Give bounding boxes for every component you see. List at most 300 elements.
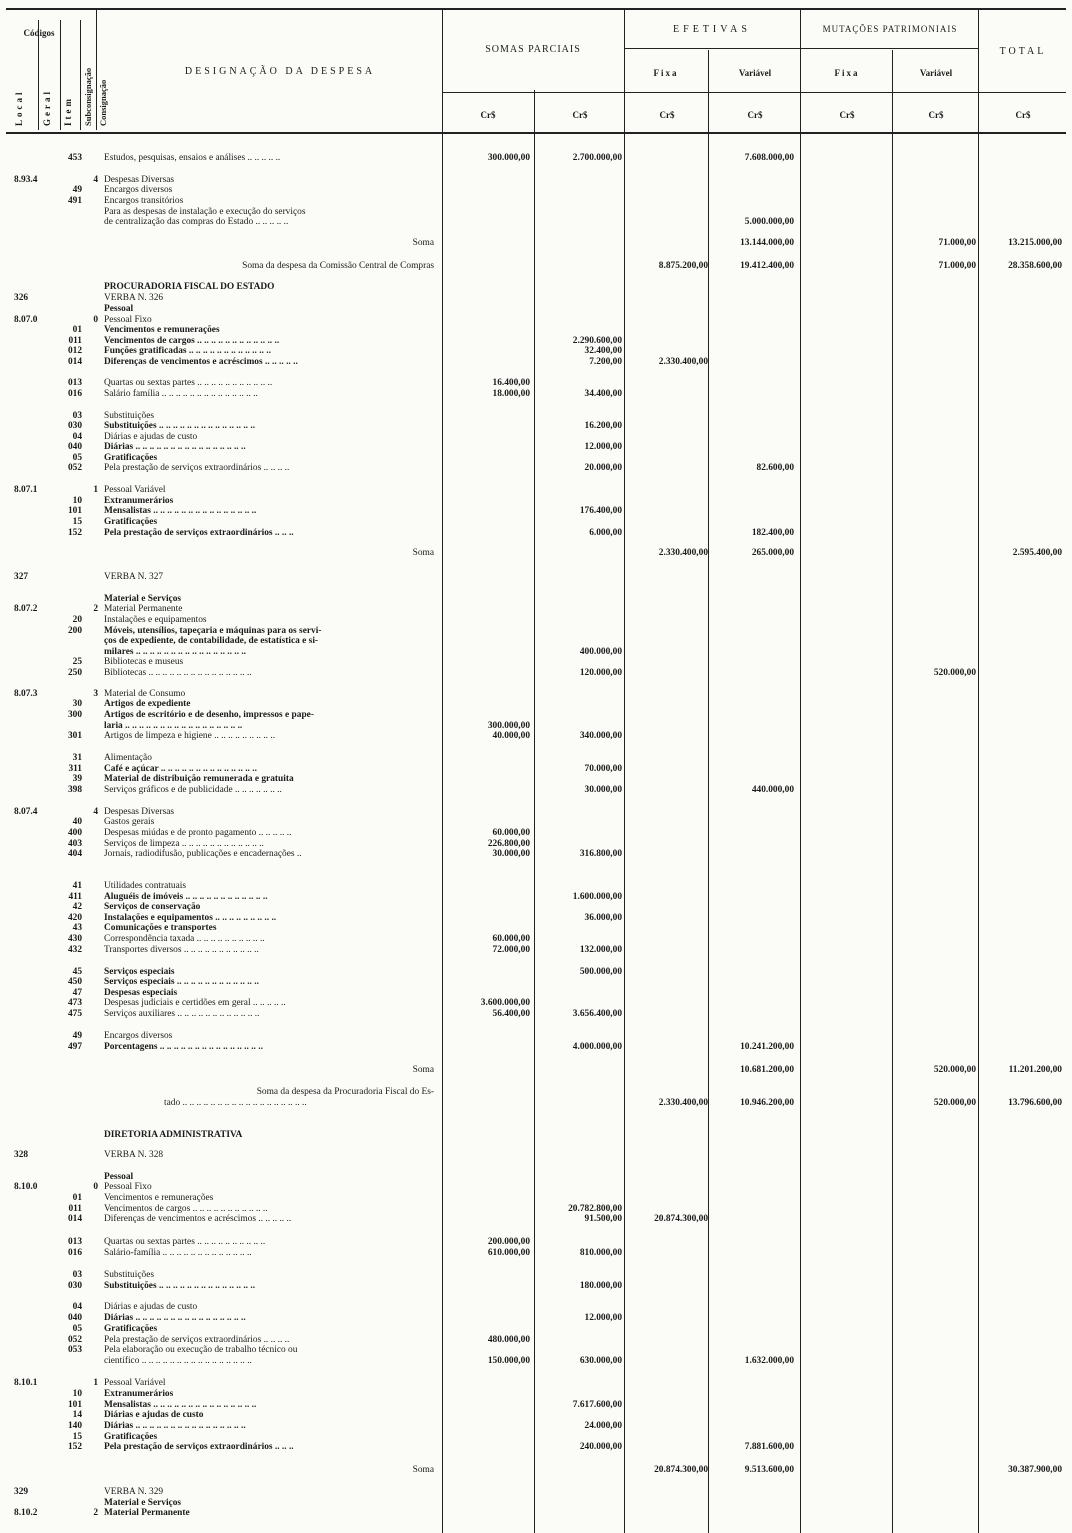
code-item: 497 xyxy=(67,1042,82,1052)
code-subconsignacao: 4 xyxy=(93,807,98,817)
table-row xyxy=(0,1214,1072,1225)
soma-parcial-2: 240.000,00 xyxy=(579,1442,622,1452)
designacao-text: Despesas Diversas xyxy=(104,807,175,817)
designacao-text: Despesas miúdas e de pronto pagamento .. .. .. .. .. xyxy=(104,828,292,838)
mutacao-variavel: 520.000,00 xyxy=(933,1098,976,1108)
soma-parcial-2: 2.290.600,00 xyxy=(572,336,622,346)
table-row xyxy=(0,615,1072,626)
table-row xyxy=(0,1281,1072,1292)
designacao-text: Transportes diversos .. .. .. .. .. .. .. .. .. .. .. xyxy=(104,945,259,955)
table-row xyxy=(0,1065,1072,1076)
code-item: 250 xyxy=(67,668,82,678)
table-row xyxy=(0,1182,1072,1193)
header-consignacao: Consignação xyxy=(98,79,108,126)
header-mutacoes-variavel: Variável xyxy=(919,68,953,78)
designacao-text: Vencimentos de cargos .. .. .. .. .. .. .. .. .. .. .. xyxy=(104,1204,268,1214)
currency-label: Cr$ xyxy=(928,110,944,120)
code-item: 300 xyxy=(67,710,82,720)
designacao-text: Encargos transitórios xyxy=(104,196,184,206)
designacao-text: Bibliotecas e museus xyxy=(104,657,184,667)
code-item: 45 xyxy=(72,967,82,977)
code-item: 430 xyxy=(67,934,82,944)
col-rule xyxy=(80,20,81,130)
designacao-text: Pessoal Variável xyxy=(104,1378,166,1388)
designacao-text: Aluguéis de imóveis .. .. .. .. .. .. .. .. .. .. .. .. xyxy=(104,892,268,902)
code-item: 012 xyxy=(67,346,82,356)
code-item: 43 xyxy=(72,923,82,933)
code-item: 49 xyxy=(72,185,82,195)
soma-parcial-2: 3.656.400,00 xyxy=(572,1009,622,1019)
efetiva-variavel: 1.632.000,00 xyxy=(744,1356,794,1366)
designacao-text: Artigos de expediente xyxy=(104,699,191,709)
designacao-text: Mensalistas .. .. .. .. .. .. .. .. .. .. .. .. .. .. .. xyxy=(104,1400,257,1410)
table-row xyxy=(0,881,1072,892)
designacao-text: Diárias .. .. .. .. .. .. .. .. .. .. .. .. .. .. .. .. xyxy=(104,442,246,452)
code-item: 052 xyxy=(67,463,82,473)
designacao-text: Despesas judiciais e certidões em geral .. .. .. .. .. xyxy=(104,998,286,1008)
table-row xyxy=(0,902,1072,913)
designacao-text: Extranumerários xyxy=(104,496,174,506)
efetiva-variavel: 10.681.200,00 xyxy=(740,1065,794,1075)
code-item: 400 xyxy=(67,828,82,838)
header-efetivas-fixa: Fixa xyxy=(653,68,679,78)
table-row xyxy=(0,1193,1072,1204)
code-item: 432 xyxy=(67,945,82,955)
designacao-text: Diferenças de vencimentos e acréscimos .. .. .. .. .. xyxy=(104,357,298,367)
table-row xyxy=(0,1031,1072,1042)
code-item: 15 xyxy=(72,1432,82,1442)
designacao-text: Serviços de limpeza .. .. .. .. .. .. .. .. .. .. .. .. xyxy=(104,839,264,849)
table-row xyxy=(0,945,1072,956)
table-row xyxy=(0,785,1072,796)
code-item: 014 xyxy=(67,357,82,367)
efetiva-variavel: 5.000.000,00 xyxy=(744,217,794,227)
table-row xyxy=(0,421,1072,432)
code-local: 328 xyxy=(14,1150,29,1160)
code-item: 052 xyxy=(67,1335,82,1345)
soma-parcial-1: 226.800,00 xyxy=(487,839,530,849)
header-mutacoes: MUTAÇÕES PATRIMONIAIS xyxy=(822,24,958,34)
designacao-text: ços de expediente, de contabilidade, de estatística e si- xyxy=(104,636,319,646)
code-item: 15 xyxy=(72,517,82,527)
table-row xyxy=(0,1009,1072,1020)
soma-parcial-2: 20.782.800,00 xyxy=(568,1204,622,1214)
code-item: 01 xyxy=(72,1193,82,1203)
code-item: 05 xyxy=(72,1324,82,1334)
code-item: 398 xyxy=(67,785,82,795)
soma-parcial-2: 6.000,00 xyxy=(589,528,622,538)
soma-parcial-2: 7.200,00 xyxy=(589,357,622,367)
table-row xyxy=(0,710,1072,721)
soma-parcial-2: 120.000,00 xyxy=(579,668,622,678)
table-row xyxy=(0,817,1072,828)
code-local: 326 xyxy=(14,293,29,303)
code-item: 040 xyxy=(67,442,82,452)
top-rule xyxy=(6,8,1066,10)
soma-parcial-2: 1.600.000,00 xyxy=(572,892,622,902)
table-row xyxy=(0,389,1072,400)
table-row xyxy=(0,528,1072,539)
designacao-text: Substituições .. .. .. .. .. .. .. .. .. .. .. .. .. .. xyxy=(104,421,256,431)
designacao-text: Serviços gráficos e de publicidade .. .. .. .. .. .. .. xyxy=(104,785,282,795)
designacao-text: PROCURADORIA FISCAL DO ESTADO xyxy=(104,282,275,292)
currency-label: Cr$ xyxy=(659,110,675,120)
code-item: 013 xyxy=(67,1237,82,1247)
code-local: 8.93.4 xyxy=(14,175,38,185)
efetiva-variavel: 265.000,00 xyxy=(751,548,794,558)
designacao-text: Instalações e equipamentos .. .. .. .. .. .. .. .. .. xyxy=(104,913,277,923)
code-subconsignacao: 2 xyxy=(93,604,98,614)
designacao-text: Estudos, pesquisas, ensaios e análises .. .. .. .. .. xyxy=(104,153,281,163)
soma-parcial-1: 300.000,00 xyxy=(487,721,530,731)
designacao-text: científico .. .. .. .. .. .. .. .. .. .. .. .. .. .. .. .. xyxy=(104,1356,252,1366)
table-row xyxy=(0,1324,1072,1335)
table-row xyxy=(0,238,1072,249)
table-row xyxy=(0,849,1072,860)
code-item: 016 xyxy=(67,1248,82,1258)
soma-parcial-1: 60.000,00 xyxy=(492,828,530,838)
code-local: 8.07.0 xyxy=(14,315,38,325)
designacao-text: Para as despesas de instalação e execução do serviços xyxy=(104,207,306,217)
code-item: 152 xyxy=(67,528,82,538)
designacao-text: VERBA N. 327 xyxy=(104,572,164,582)
mutacao-variavel: 71.000,00 xyxy=(938,261,976,271)
table-row xyxy=(0,304,1072,315)
soma-parcial-2: 500.000,00 xyxy=(579,967,622,977)
header-total: TOTAL xyxy=(999,46,1047,57)
designacao-text: Material de Consumo xyxy=(104,689,186,699)
designacao-text: Artigos de escritório e de desenho, impressos e pape- xyxy=(104,710,314,720)
soma-parcial-1: 16.400,00 xyxy=(492,378,530,388)
table-row xyxy=(0,1356,1072,1367)
code-local: 8.07.3 xyxy=(14,689,38,699)
total-value: 30.387.900,00 xyxy=(1008,1465,1062,1475)
table-row xyxy=(0,1313,1072,1324)
soma-parcial-2: 400.000,00 xyxy=(579,647,622,657)
designacao-text: Pessoal Fixo xyxy=(104,1182,152,1192)
designacao-text: Despesas especiais xyxy=(104,988,178,998)
table-row xyxy=(0,998,1072,1009)
code-local: 8.07.4 xyxy=(14,807,38,817)
code-item: 404 xyxy=(67,849,82,859)
table-row xyxy=(0,442,1072,453)
total-value: 13.796.600,00 xyxy=(1008,1098,1062,1108)
table-row xyxy=(0,604,1072,615)
code-item: 200 xyxy=(67,626,82,636)
efetiva-fixa: 8.875.200,00 xyxy=(658,261,708,271)
designacao-text: Gratificações xyxy=(104,1324,158,1334)
total-value: 28.358.600,00 xyxy=(1008,261,1062,271)
designacao-text: Soma da despesa da Comissão Central de Compras xyxy=(242,261,434,271)
efetiva-fixa: 20.874.300,00 xyxy=(654,1214,708,1224)
header-subconsignacao: Subconsignação xyxy=(83,67,93,126)
efetiva-fixa: 2.330.400,00 xyxy=(658,1098,708,1108)
table-row xyxy=(0,346,1072,357)
header-efetivas-variavel: Variável xyxy=(738,68,772,78)
soma-parcial-2: 132.000,00 xyxy=(579,945,622,955)
code-item: 053 xyxy=(67,1345,82,1355)
soma-parcial-2: 810.000,00 xyxy=(579,1248,622,1258)
code-item: 140 xyxy=(67,1421,82,1431)
table-row xyxy=(0,517,1072,528)
code-local: 8.10.2 xyxy=(14,1508,38,1518)
code-local: 8.10.0 xyxy=(14,1182,38,1192)
designacao-text: Diárias .. .. .. .. .. .. .. .. .. .. .. .. .. .. .. .. xyxy=(104,1313,246,1323)
designacao-text: Vencimentos e remunerações xyxy=(104,1193,214,1203)
code-item: 420 xyxy=(67,913,82,923)
code-item: 403 xyxy=(67,839,82,849)
code-item: 04 xyxy=(72,1302,82,1312)
table-row xyxy=(0,1087,1072,1098)
code-subconsignacao: 1 xyxy=(93,485,98,495)
soma-parcial-2: 16.200,00 xyxy=(584,421,622,431)
header-designacao: DESIGNAÇÃO DA DESPESA xyxy=(184,66,376,77)
code-subconsignacao: 2 xyxy=(93,1508,98,1518)
designacao-text: Gratificações xyxy=(104,517,158,527)
code-local: 329 xyxy=(14,1487,29,1497)
soma-parcial-2: 176.400,00 xyxy=(579,506,622,516)
code-item: 47 xyxy=(72,988,82,998)
table-row xyxy=(0,282,1072,293)
table-row xyxy=(0,153,1072,164)
designacao-text: Vencimentos de cargos .. .. .. .. .. .. .. .. .. .. .. .. xyxy=(104,336,280,346)
table-row xyxy=(0,325,1072,336)
currency-label: Cr$ xyxy=(839,110,855,120)
designacao-text: Soma xyxy=(412,548,434,558)
header-somas-parciais: SOMAS PARCIAIS xyxy=(485,44,581,55)
table-row xyxy=(0,828,1072,839)
soma-parcial-1: 56.400,00 xyxy=(492,1009,530,1019)
table-row xyxy=(0,657,1072,668)
code-subconsignacao: 3 xyxy=(93,689,98,699)
designacao-text: Alimentação xyxy=(104,753,152,763)
table-row xyxy=(0,1421,1072,1432)
designacao-text: Diárias e ajudas de custo xyxy=(104,1302,198,1312)
designacao-text: Extranumerários xyxy=(104,1389,174,1399)
code-item: 450 xyxy=(67,977,82,987)
table-row xyxy=(0,185,1072,196)
soma-parcial-2: 12.000,00 xyxy=(584,442,622,452)
code-item: 03 xyxy=(72,411,82,421)
table-row xyxy=(0,572,1072,583)
header-bottom-rule xyxy=(6,132,1066,134)
code-item: 10 xyxy=(72,1389,82,1399)
code-local: 327 xyxy=(14,572,29,582)
designacao-text: Jornais, radiodifusão, publicações e encadernações .. xyxy=(104,849,302,859)
table-row xyxy=(0,636,1072,647)
designacao-text: Diárias e ajudas de custo xyxy=(104,432,198,442)
designacao-text: VERBA N. 328 xyxy=(104,1150,164,1160)
designacao-text: Pela elaboração ou execução de trabalho técnico ou xyxy=(104,1345,298,1355)
mutacao-variavel: 520.000,00 xyxy=(933,668,976,678)
designacao-text: Porcentagens .. .. .. .. .. .. .. .. .. .. .. .. .. .. .. xyxy=(104,1042,263,1052)
header-codigos: Códigos xyxy=(23,28,55,38)
table-row xyxy=(0,699,1072,710)
code-item: 491 xyxy=(67,196,82,206)
designacao-text: Salário-família .. .. .. .. .. .. .. .. .. .. .. .. .. xyxy=(104,1248,252,1258)
table-row xyxy=(0,1508,1072,1519)
code-subconsignacao: 0 xyxy=(93,1182,98,1192)
efetiva-fixa: 2.330.400,00 xyxy=(658,357,708,367)
designacao-text: Material e Serviços xyxy=(104,1498,182,1508)
code-local: 8.07.2 xyxy=(14,604,38,614)
soma-parcial-2: 34.400,00 xyxy=(584,389,622,399)
designacao-text: Pessoal xyxy=(104,1172,134,1182)
header-local: Local xyxy=(14,89,24,126)
code-item: 016 xyxy=(67,389,82,399)
designacao-text: Pessoal xyxy=(104,304,134,314)
designacao-text: Funções gratificadas .. .. .. .. .. .. .. .. .. .. .. .. xyxy=(104,346,271,356)
code-subconsignacao: 0 xyxy=(93,315,98,325)
soma-parcial-2: 36.000,00 xyxy=(584,913,622,923)
code-item: 475 xyxy=(67,1009,82,1019)
table-row xyxy=(0,934,1072,945)
code-item: 41 xyxy=(72,881,82,891)
total-value: 13.215.000,00 xyxy=(1008,238,1062,248)
soma-parcial-2: 12.000,00 xyxy=(584,1313,622,1323)
designacao-text: Pela prestação de serviços extraordinários .. .. .. xyxy=(104,1442,294,1452)
soma-parcial-2: 32.400,00 xyxy=(584,346,622,356)
designacao-text: Material Permanente xyxy=(104,604,183,614)
designacao-text: Soma xyxy=(412,1465,434,1475)
table-row xyxy=(0,463,1072,474)
mutacao-variavel: 520.000,00 xyxy=(933,1065,976,1075)
soma-parcial-1: 150.000,00 xyxy=(487,1356,530,1366)
currency-label: Cr$ xyxy=(747,110,763,120)
code-item: 20 xyxy=(72,615,82,625)
code-item: 453 xyxy=(67,153,82,163)
soma-parcial-1: 610.000,00 xyxy=(487,1248,530,1258)
soma-parcial-2: 4.000.000,00 xyxy=(572,1042,622,1052)
code-subconsignacao: 4 xyxy=(93,175,98,185)
efetiva-variavel: 13.144.000,00 xyxy=(740,238,794,248)
designacao-text: Despesas Diversas xyxy=(104,175,175,185)
table-row xyxy=(0,1237,1072,1248)
soma-parcial-2: 340.000,00 xyxy=(579,731,622,741)
soma-parcial-2: 2.700.000,00 xyxy=(572,153,622,163)
efetiva-variavel: 10.946.200,00 xyxy=(740,1098,794,1108)
designacao-text: Café e açúcar .. .. .. .. .. .. .. .. .. .. .. .. .. .. xyxy=(104,764,257,774)
designacao-text: VERBA N. 326 xyxy=(104,293,164,303)
soma-parcial-2: 30.000,00 xyxy=(584,785,622,795)
designacao-text: Gratificações xyxy=(104,1432,158,1442)
code-item: 10 xyxy=(72,496,82,506)
mutacao-variavel: 71.000,00 xyxy=(938,238,976,248)
table-row xyxy=(0,217,1072,228)
table-row xyxy=(0,506,1072,517)
efetiva-fixa: 20.874.300,00 xyxy=(654,1465,708,1475)
table-row xyxy=(0,1345,1072,1356)
designacao-text: de centralização das compras do Estado .. .. .. .. .. xyxy=(104,217,289,227)
designacao-text: laria .. .. .. .. .. .. .. .. .. .. .. .. .. .. .. .. .. xyxy=(104,721,243,731)
table-row xyxy=(0,1378,1072,1389)
code-local: 8.10.1 xyxy=(14,1378,38,1388)
designacao-text: Quartas ou sextas partes .. .. .. .. .. .. .. .. .. .. xyxy=(104,1237,266,1247)
soma-parcial-1: 3.600.000,00 xyxy=(480,998,530,1008)
soma-parcial-1: 72.000,00 xyxy=(492,945,530,955)
designacao-text: Artigos de limpeza e higiene .. .. .. .. .. .. .. .. .. xyxy=(104,731,276,741)
designacao-text: Serviços especiais xyxy=(104,967,175,977)
designacao-text: Salário família .. .. .. .. .. .. .. .. .. .. .. .. .. .. xyxy=(104,389,258,399)
designacao-text: Diárias .. .. .. .. .. .. .. .. .. .. .. .. .. .. .. .. xyxy=(104,1421,246,1431)
designacao-text: Soma xyxy=(412,238,434,248)
soma-parcial-2: 630.000,00 xyxy=(579,1356,622,1366)
designacao-text: milares .. .. .. .. .. .. .. .. .. .. .. .. .. .. .. .. xyxy=(104,647,247,657)
soma-parcial-1: 40.000,00 xyxy=(492,731,530,741)
soma-parcial-1: 300.000,00 xyxy=(487,153,530,163)
currency-label: Cr$ xyxy=(1015,110,1031,120)
code-item: 49 xyxy=(72,1031,82,1041)
table-row xyxy=(0,1270,1072,1281)
designacao-text: Instalações e equipamentos xyxy=(104,615,207,625)
designacao-text: Material de distribuição remunerada e gratuita xyxy=(104,774,294,784)
designacao-text: Diferenças de vencimentos e acréscimos .. .. .. .. .. xyxy=(104,1214,292,1224)
table-row xyxy=(0,261,1072,272)
table-row xyxy=(0,923,1072,934)
designacao-text: Pessoal Fixo xyxy=(104,315,152,325)
table-row xyxy=(0,731,1072,742)
soma-parcial-2: 20.000,00 xyxy=(584,463,622,473)
table-row xyxy=(0,1410,1072,1421)
table-row xyxy=(0,1042,1072,1053)
currency-label: Cr$ xyxy=(480,110,496,120)
designacao-text: Pessoal Variável xyxy=(104,485,166,495)
designacao-text: Vencimentos e remunerações xyxy=(104,325,220,335)
designacao-text: Pela prestação de serviços extraordinários .. .. .. xyxy=(104,528,294,538)
designacao-text: Material Permanente xyxy=(104,1508,190,1518)
table-row xyxy=(0,1389,1072,1400)
table-row xyxy=(0,1098,1072,1109)
code-item: 030 xyxy=(67,421,82,431)
code-item: 40 xyxy=(72,817,82,827)
designacao-text: Soma da despesa da Procuradoria Fiscal do Es- xyxy=(256,1087,434,1097)
code-item: 301 xyxy=(67,731,82,741)
code-item: 31 xyxy=(72,753,82,763)
code-local: 8.07.1 xyxy=(14,485,38,495)
soma-parcial-1: 30.000,00 xyxy=(492,849,530,859)
designacao-text: Bibliotecas .. .. .. .. .. .. .. .. .. .. .. .. .. .. .. xyxy=(104,668,252,678)
designacao-text: Encargos diversos xyxy=(104,185,173,195)
designacao-text: Serviços especiais .. .. .. .. .. .. .. .. .. .. .. .. xyxy=(104,977,259,987)
code-item: 04 xyxy=(72,432,82,442)
soma-parcial-2: 91.500,00 xyxy=(584,1214,622,1224)
table-row xyxy=(0,485,1072,496)
table-row xyxy=(0,668,1072,679)
designacao-text: Gratificações xyxy=(104,453,158,463)
table-row xyxy=(0,1248,1072,1259)
table-row xyxy=(0,1302,1072,1313)
table-row xyxy=(0,548,1072,559)
designacao-text: Encargos diversos xyxy=(104,1031,173,1041)
designacao-text: Serviços auxiliares .. .. .. .. .. .. .. .. .. .. .. .. xyxy=(104,1009,260,1019)
designacao-text: Gastos gerais xyxy=(104,817,155,827)
code-item: 040 xyxy=(67,1313,82,1323)
header-efetivas: EFETIVAS xyxy=(673,24,751,35)
designacao-text: Soma xyxy=(412,1065,434,1075)
table-row xyxy=(0,774,1072,785)
designacao-text: Correspondência taxada .. .. .. .. .. .. .. .. .. .. xyxy=(104,934,265,944)
code-item: 030 xyxy=(67,1281,82,1291)
soma-parcial-2: 316.800,00 xyxy=(579,849,622,859)
header-rule xyxy=(624,48,978,49)
designacao-text: Substituições xyxy=(104,411,155,421)
table-row xyxy=(0,977,1072,988)
designacao-text: DIRETORIA ADMINISTRATIVA xyxy=(104,1130,243,1140)
code-item: 101 xyxy=(67,506,82,516)
code-item: 011 xyxy=(68,1204,82,1214)
code-item: 311 xyxy=(68,764,82,774)
header-rule xyxy=(442,92,1066,93)
